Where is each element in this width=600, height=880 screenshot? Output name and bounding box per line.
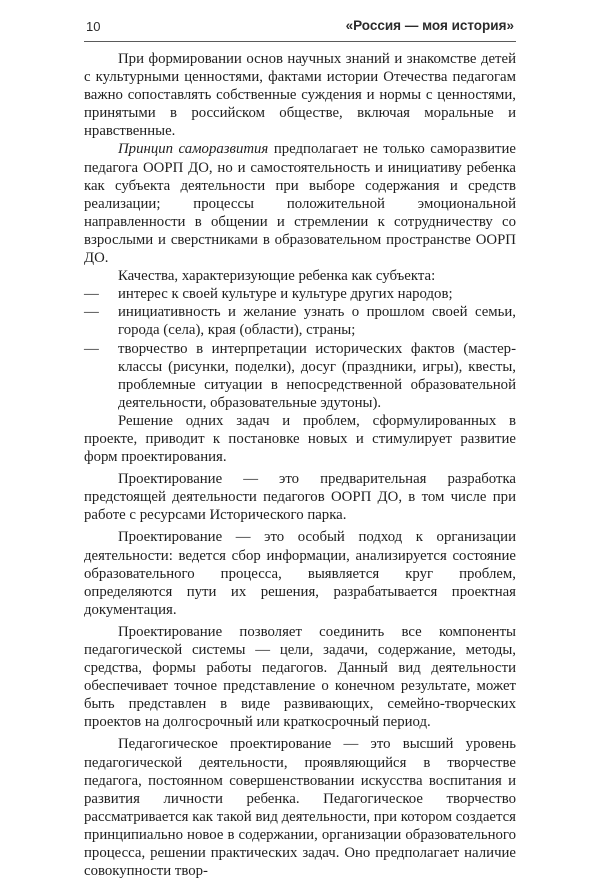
list-item-text: инициативность и желание узнать о прошлом своей семьи, города (села), края (области), страны; — [118, 304, 516, 339]
paragraph-intro: При формировании основ научных знаний и знакомстве детей с культурными ценностями, фактами истории Отечества педагогам важно сопоставлять собственные суждения и нормы с ценностями, принятыми в российском обществе, включая моральные и нравственные. — [84, 51, 516, 140]
paragraph-pedagogical-design: Педагогическое проектирование — это высший уровень педагогической деятельности, проявляющийся в творчестве педагога, постоянном совершенствовании искусства воспитания и развития личности ребенка. Педагогическое творчество рассматривается как такой вид деятельности, при котором создается принципиально новое в содержании, организации образовательного процесса, решении практических задач. Оно предполагает наличие совокупности твор- — [84, 736, 516, 880]
paragraph-design-system: Проектирование позволяет соединить все компоненты педагогической системы — цели, задачи, содержание, методы, средства, формы работы педагогов. Данный вид деятельности обеспечивает точное представление о конечном результате, может быть представлен в виде развивающих, семейно-творческих проектов на долгосрочный или краткосрочный период. — [84, 623, 516, 731]
paragraph-qualities: Качества, характеризующие ребенка как субъекта: — [118, 268, 436, 285]
principle-description: предполагает не только саморазвитие педагога ООРП ДО, но и самостоятельность и инициативу ребенка как субъекта деятельности при выборе содержания и средств реализации; процессы положительной эмоциональной направленности в общении и стремлении к сотрудничеству со взрослыми и сверстниками в образовательном пространстве ООРП ДО. — [84, 141, 516, 267]
qualities-list — [84, 285, 516, 412]
list-item — [84, 303, 516, 339]
list-item-text: творчество в интерпретации исторических фактов (мастер-классы (рисунки, поделки), досуг (праздники, игры), квесты, проблемные ситуации в непосредственной образовательной деятельности, образовательные эдутоны). — [118, 340, 516, 411]
list-dash: — — [84, 304, 99, 321]
page-number: 10 — [86, 19, 101, 34]
body-text — [84, 50, 516, 880]
running-title: «Россия — моя история» — [345, 18, 514, 33]
list-dash: — — [84, 286, 99, 303]
list-item — [84, 340, 516, 412]
list-item — [84, 285, 516, 303]
page-header — [84, 17, 516, 42]
list-item-text: интерес к своей культуре и культуре других народов; — [118, 286, 453, 303]
paragraph-tasks: Решение одних задач и проблем, сформулированных в проекте, приводит к постановке новых и стимулирует развитие форм проектирования. — [84, 412, 516, 466]
paragraph-self-development — [84, 140, 516, 267]
paragraph-design-approach: Проектирование — это особый подход к организации деятельности: ведется сбор информации, анализируется состояние образовательного процесса, выявляется круг проблем, определяются пути их решения, разрабатывается проектная документация. — [84, 529, 516, 618]
paragraph-design-definition: Проектирование — это предварительная разработка предстоящей деятельности педагогов ООРП ДО, в том числе при работе с ресурсами Исторического парка. — [84, 471, 516, 524]
list-dash: — — [84, 340, 99, 357]
principle-term: Принцип саморазвития — [118, 141, 269, 158]
